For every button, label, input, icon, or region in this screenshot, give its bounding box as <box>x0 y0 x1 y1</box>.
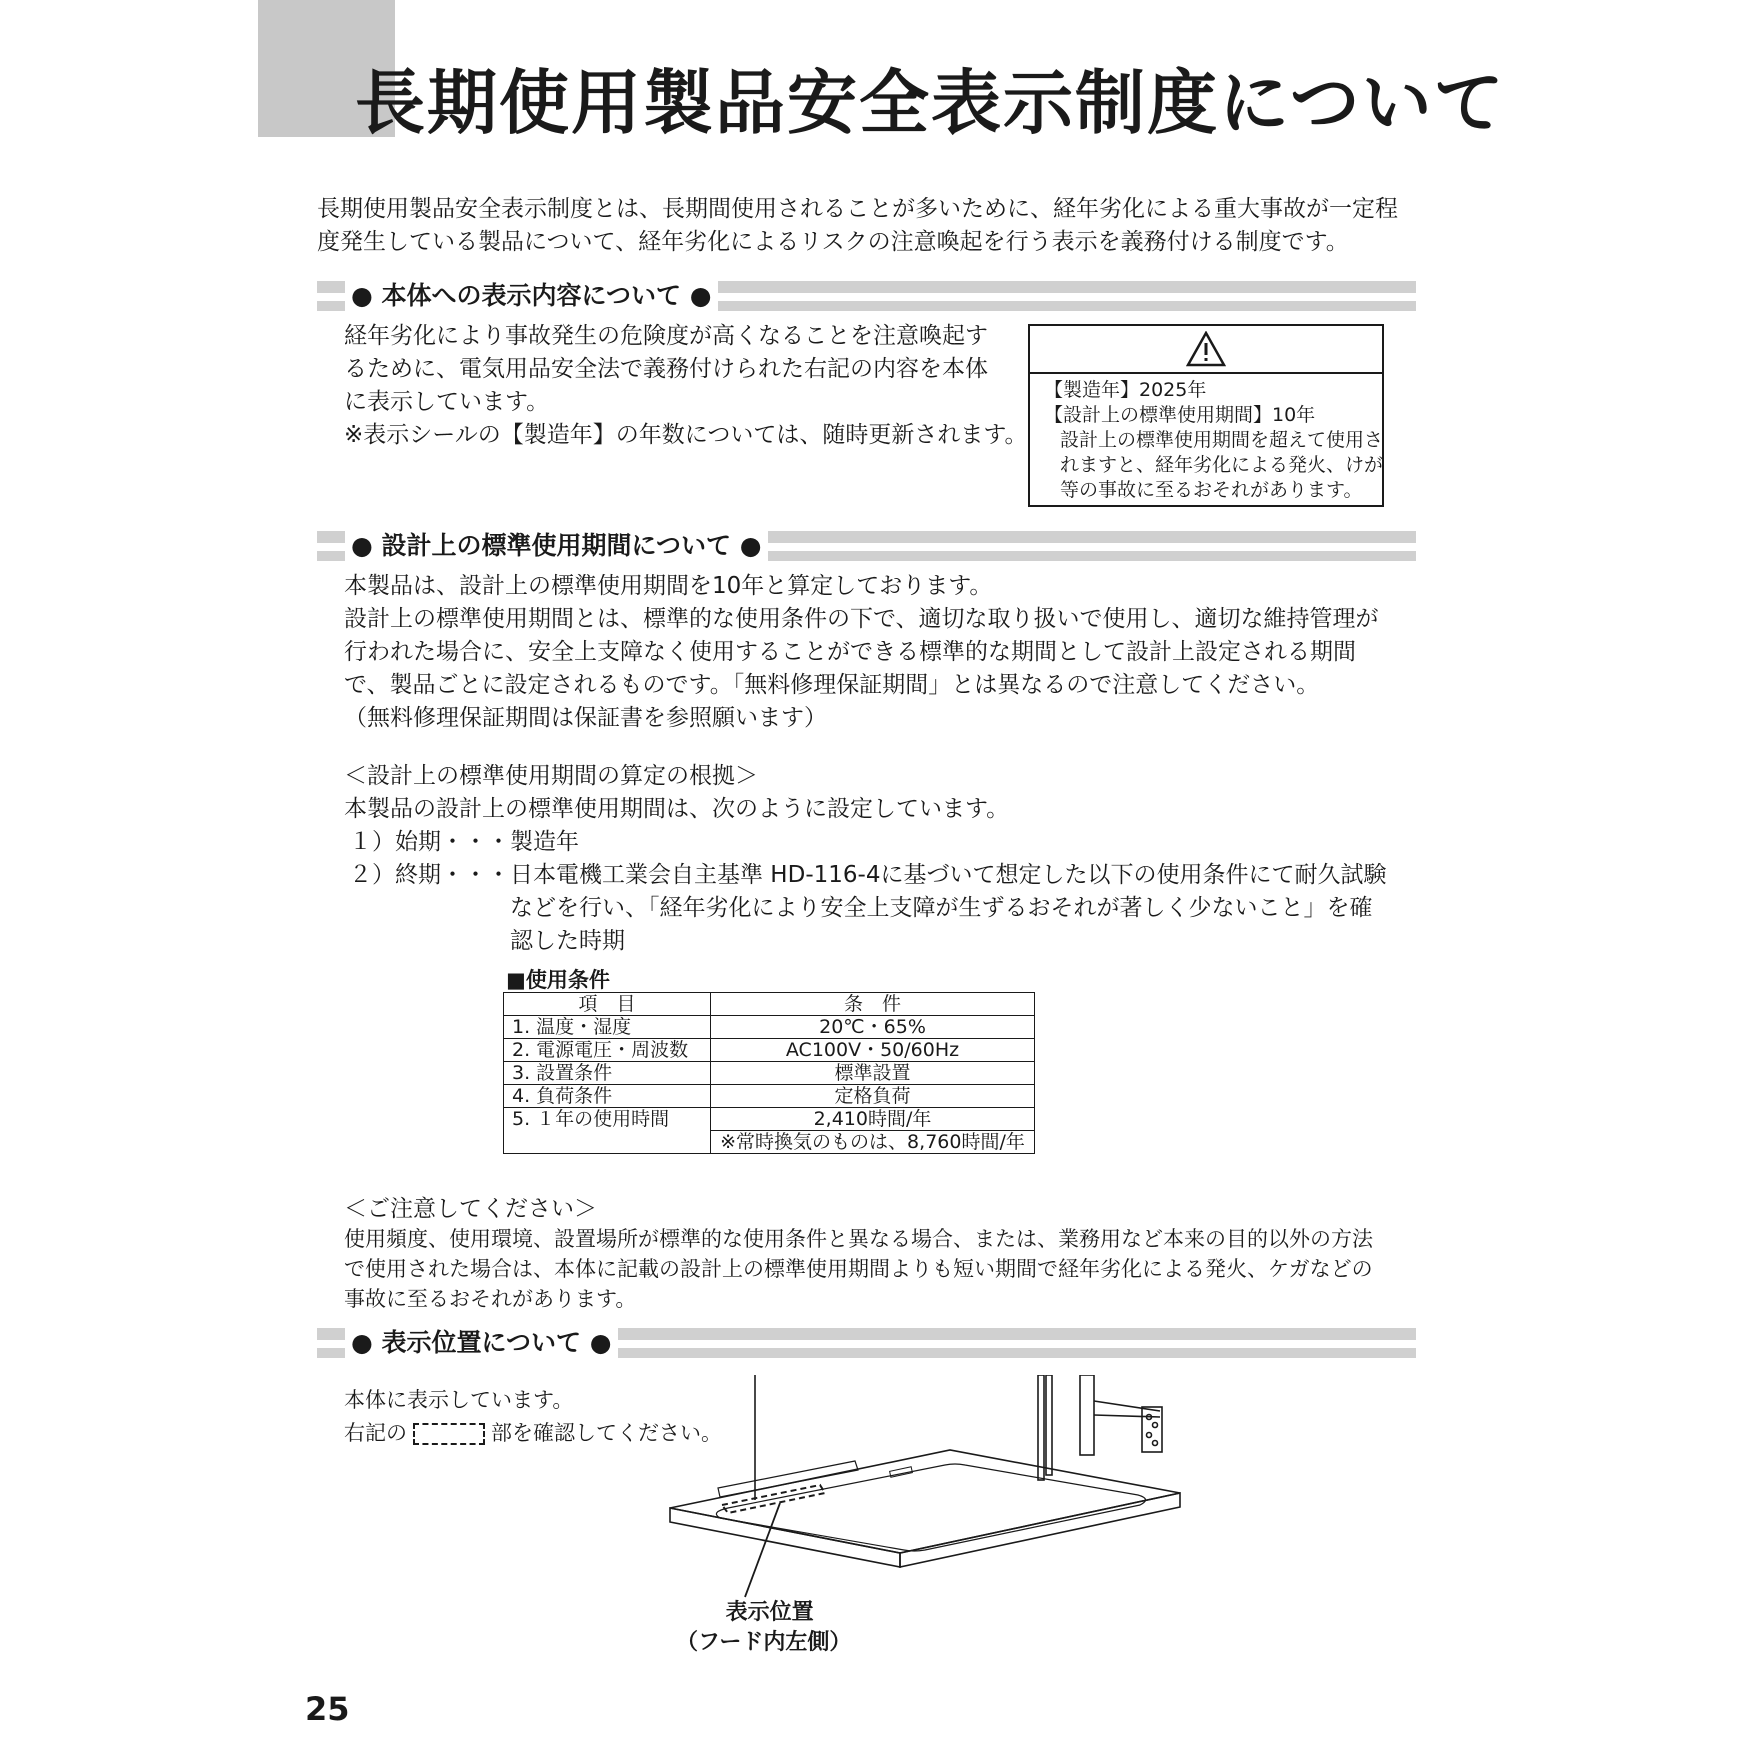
basis-item-end-line: 認した時期 <box>510 928 625 954</box>
table-cell: 2,410時間/年 <box>711 1108 1035 1131</box>
section-heading-label: ● 本体への表示内容について ● <box>345 279 718 313</box>
table-row <box>504 1108 1035 1131</box>
page-number: 25 <box>305 1690 350 1728</box>
range-hood-illustration <box>660 1375 1200 1625</box>
basis-item-end-text <box>510 859 1386 958</box>
body-line: 設計上の標準使用期間とは、標準的な使用条件の下で、適切な取り扱いで使用し、適切な維持管理が <box>344 606 1379 632</box>
table-row <box>504 1016 1035 1039</box>
position-line-after: 部を確認してください。 <box>491 1421 722 1445</box>
caption-line: （フード内左側） <box>676 1630 852 1655</box>
table-cell: 4. 負荷条件 <box>504 1085 711 1108</box>
basis-item-end-line: などを行い、「経年劣化により安全上支障が生ずるおそれが著しく少ないこと」を確 <box>510 895 1373 921</box>
intro-line: 度発生している製品について、経年劣化によるリスクの注意喚起を行う表示を義務付ける制度です。 <box>317 229 1349 255</box>
position-line-before: 右記の <box>344 1421 407 1445</box>
table-header-row <box>504 993 1035 1016</box>
conditions-title: ■使用条件 <box>506 968 610 992</box>
table-cell: 2. 電源電圧・周波数 <box>504 1039 711 1062</box>
section1-body <box>344 320 1028 452</box>
basis-heading: ＜設計上の標準使用期間の算定の根拠＞ <box>344 763 758 789</box>
warning-line: 設計上の標準使用期間を超えて使用さ <box>1060 429 1384 451</box>
body-line: （無料修理保証期間は保証書を参照願います） <box>344 705 827 731</box>
dashed-box-marker <box>413 1423 485 1445</box>
caption-line: 表示位置 <box>725 1600 814 1625</box>
table-cell: 定格負荷 <box>711 1085 1035 1108</box>
warning-line: 等の事故に至るおそれがあります。 <box>1060 479 1363 501</box>
table-header-cell: 項 目 <box>504 993 711 1016</box>
warning-label-box <box>1028 324 1384 507</box>
table-row <box>504 1085 1035 1108</box>
caution-line: で使用された場合は、本体に記載の設計上の標準使用期間よりも短い期間で経年劣化による発火、ケガなどの <box>344 1257 1373 1281</box>
table-row <box>504 1039 1035 1062</box>
section-heading-display-position <box>317 1326 1416 1360</box>
intro-line: 長期使用製品安全表示制度とは、長期間使用されることが多いために、経年劣化による重大事故が一定程 <box>317 196 1398 222</box>
warning-line: 【設計上の標準使用期間】10年 <box>1044 404 1316 426</box>
caution-line: 事故に至るおそれがあります。 <box>344 1287 637 1311</box>
section-heading-label: ● 表示位置について ● <box>345 1326 618 1360</box>
intro-paragraph <box>317 193 1398 259</box>
section-heading-label: ● 設計上の標準使用期間について ● <box>345 529 768 563</box>
conditions-table <box>503 992 1035 1154</box>
table-cell: AC100V・50/60Hz <box>711 1039 1035 1062</box>
table-header-cell: 条 件 <box>711 993 1035 1016</box>
caution-line: 使用頻度、使用環境、設置場所が標準的な使用条件と異なる場合、または、業務用など本来の目的以外の方法 <box>344 1227 1373 1251</box>
table-cell: 20℃・65% <box>711 1016 1035 1039</box>
warning-line: れますと、経年劣化による発火、けが <box>1060 454 1384 476</box>
body-line: ※表示シールの【製造年】の年数については、随時更新されます。 <box>344 422 1028 448</box>
warning-triangle-icon <box>1030 326 1382 374</box>
page-title: 長期使用製品安全表示制度について <box>355 62 1506 144</box>
display-position-caption <box>676 1598 852 1658</box>
caution-heading: ＜ご注意してください＞ <box>344 1196 597 1222</box>
body-line: 本製品は、設計上の標準使用期間を10年と算定しております。 <box>344 573 993 599</box>
basis-item-start: １）始期・・・製造年 <box>349 829 579 855</box>
basis-body: 本製品の設計上の標準使用期間は、次のように設定しています。 <box>344 796 1010 822</box>
body-line: で、製品ごとに設定されるものです。「無料修理保証期間」とは異なるので注意してください。 <box>344 672 1320 698</box>
table-cell: 1. 温度・湿度 <box>504 1016 711 1039</box>
body-line: 行われた場合に、安全上支障なく使用することができる標準的な期間として設計上設定される期間 <box>344 639 1356 665</box>
basis-item-end-line: 日本電機工業会自主基準 HD-116-4に基づいて想定した以下の使用条件にて耐久試験 <box>510 862 1387 888</box>
body-line: に表示しています。 <box>344 389 550 415</box>
basis-item-end-prefix: ２）終期・・・ <box>349 862 510 888</box>
table-row <box>504 1062 1035 1085</box>
caution-block <box>344 1194 1373 1314</box>
section-heading-display-content <box>317 279 1416 313</box>
table-cell: 5. １年の使用時間 <box>504 1108 711 1154</box>
position-line: 本体に表示しています。 <box>344 1388 574 1412</box>
section2-body <box>344 570 1379 735</box>
basis-item-end <box>344 859 1386 958</box>
body-line: 経年劣化により事故発生の危険度が高くなることを注意喚起す <box>344 323 988 349</box>
warning-line: 【製造年】2025年 <box>1044 379 1207 401</box>
section-heading-standard-period <box>317 529 1416 563</box>
table-cell: ※常時換気のものは、8,760時間/年 <box>711 1131 1035 1154</box>
basis-block <box>344 760 1386 958</box>
table-cell: 3. 設置条件 <box>504 1062 711 1085</box>
body-line: るために、電気用品安全法で義務付けられた右記の内容を本体 <box>344 356 988 382</box>
table-cell: 標準設置 <box>711 1062 1035 1085</box>
